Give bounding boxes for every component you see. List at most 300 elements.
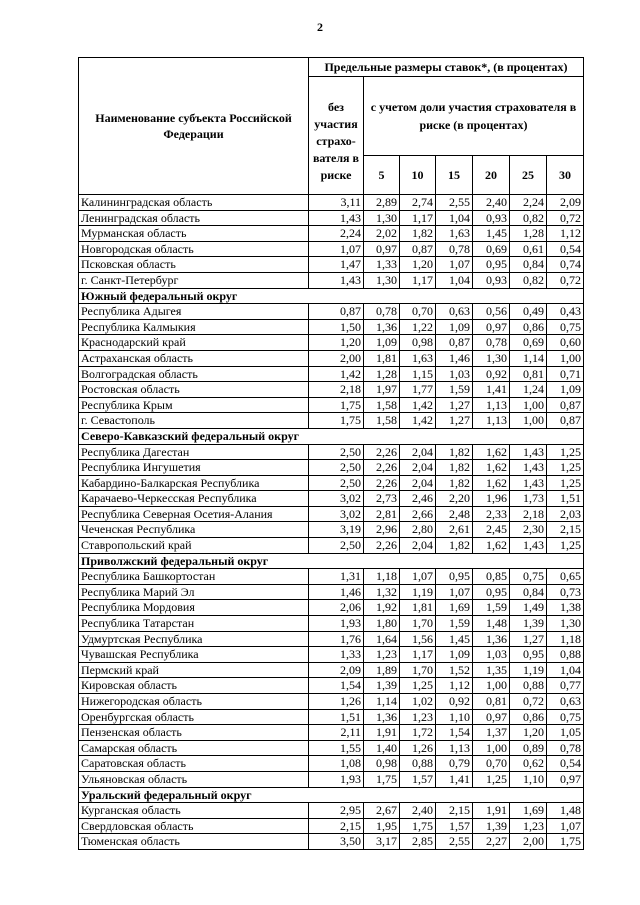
rate-with-participation: 1,20	[400, 257, 436, 273]
rate-with-participation: 1,39	[364, 678, 400, 694]
rate-with-participation: 0,70	[400, 304, 436, 320]
rate-with-participation: 0,63	[547, 694, 584, 710]
rate-with-participation: 1,22	[400, 319, 436, 335]
table-row	[79, 382, 584, 398]
rate-with-participation: 1,09	[436, 647, 473, 663]
rate-with-participation: 1,75	[547, 834, 584, 850]
region-name: Ленинградская область	[79, 210, 309, 226]
table-row	[79, 616, 584, 632]
rate-without-participation: 3,11	[309, 195, 364, 211]
rate-with-participation: 1,49	[510, 600, 547, 616]
rate-without-participation: 1,54	[309, 678, 364, 694]
rate-with-participation: 1,51	[547, 491, 584, 507]
rate-with-participation: 0,72	[547, 210, 584, 226]
rate-with-participation: 1,54	[436, 725, 473, 741]
table-row	[79, 226, 584, 242]
rate-with-participation: 1,36	[364, 319, 400, 335]
rate-with-participation: 2,85	[400, 834, 436, 850]
table-row	[79, 491, 584, 507]
rate-without-participation: 1,33	[309, 647, 364, 663]
rate-with-participation: 1,28	[510, 226, 547, 242]
district-name: Приволжский федеральный округ	[79, 553, 584, 569]
rate-without-participation: 1,42	[309, 366, 364, 382]
district-name: Южный федеральный округ	[79, 288, 584, 304]
rates-table	[78, 57, 584, 850]
rate-with-participation: 1,70	[400, 616, 436, 632]
rate-with-participation: 1,10	[436, 709, 473, 725]
rate-with-participation: 0,82	[510, 272, 547, 288]
percent-col-header: 10	[400, 156, 436, 195]
region-name: Волгоградская область	[79, 366, 309, 382]
percent-col-header: 5	[364, 156, 400, 195]
rate-without-participation: 2,50	[309, 475, 364, 491]
rate-with-participation: 1,80	[364, 616, 400, 632]
rate-with-participation: 0,43	[547, 304, 584, 320]
percent-col-header: 20	[473, 156, 510, 195]
region-name: Самарская область	[79, 740, 309, 756]
rate-with-participation: 1,77	[400, 382, 436, 398]
rate-with-participation: 0,69	[473, 241, 510, 257]
rate-with-participation: 2,55	[436, 195, 473, 211]
rate-without-participation: 1,20	[309, 335, 364, 351]
rate-with-participation: 1,20	[510, 725, 547, 741]
rate-with-participation: 1,25	[400, 678, 436, 694]
rate-with-participation: 2,20	[436, 491, 473, 507]
rate-without-participation: 1,43	[309, 272, 364, 288]
rate-without-participation: 2,06	[309, 600, 364, 616]
rate-with-participation: 0,97	[473, 709, 510, 725]
rate-with-participation: 2,67	[364, 803, 400, 819]
rate-with-participation: 2,18	[510, 506, 547, 522]
rate-with-participation: 1,43	[510, 538, 547, 554]
rate-with-participation: 1,09	[364, 335, 400, 351]
with-participation-header: с учетом доли участия страхователя в риске (в процентах)	[364, 77, 584, 156]
rate-with-participation: 1,13	[436, 740, 473, 756]
table-row	[79, 366, 584, 382]
rate-with-participation: 2,66	[400, 506, 436, 522]
district-row	[79, 553, 584, 569]
rate-with-participation: 2,04	[400, 538, 436, 554]
district-row	[79, 428, 584, 444]
rate-with-participation: 1,18	[364, 569, 400, 585]
rate-with-participation: 0,54	[547, 756, 584, 772]
rate-without-participation: 1,08	[309, 756, 364, 772]
table-row	[79, 803, 584, 819]
rate-with-participation: 1,25	[547, 538, 584, 554]
rate-without-participation: 1,75	[309, 413, 364, 429]
rate-with-participation: 1,59	[473, 600, 510, 616]
rate-without-participation: 3,02	[309, 491, 364, 507]
rate-with-participation: 0,97	[364, 241, 400, 257]
rate-with-participation: 1,36	[473, 631, 510, 647]
rate-with-participation: 0,78	[547, 740, 584, 756]
rate-with-participation: 0,65	[547, 569, 584, 585]
rate-without-participation: 2,50	[309, 444, 364, 460]
rate-with-participation: 1,73	[510, 491, 547, 507]
rate-with-participation: 1,32	[364, 584, 400, 600]
rate-with-participation: 1,14	[510, 350, 547, 366]
rate-with-participation: 1,30	[547, 616, 584, 632]
region-name: Новгородская область	[79, 241, 309, 257]
subject-column-header: Наименование субъекта Российской Федерации	[79, 58, 309, 195]
rate-with-participation: 1,38	[547, 600, 584, 616]
region-name: Республика Дагестан	[79, 444, 309, 460]
rate-with-participation: 1,48	[473, 616, 510, 632]
rate-with-participation: 0,54	[547, 241, 584, 257]
rate-with-participation: 2,09	[547, 195, 584, 211]
rate-with-participation: 1,41	[436, 771, 473, 787]
region-name: Пермский край	[79, 662, 309, 678]
rate-with-participation: 0,84	[510, 584, 547, 600]
region-name: Республика Мордовия	[79, 600, 309, 616]
table-row	[79, 506, 584, 522]
rate-with-participation: 0,95	[436, 569, 473, 585]
region-name: Кабардино-Балкарская Республика	[79, 475, 309, 491]
rate-with-participation: 1,72	[400, 725, 436, 741]
rate-with-participation: 1,13	[473, 413, 510, 429]
rate-without-participation: 1,50	[309, 319, 364, 335]
rate-without-participation: 1,93	[309, 771, 364, 787]
rate-with-participation: 0,92	[436, 694, 473, 710]
table-row	[79, 662, 584, 678]
rate-without-participation: 1,26	[309, 694, 364, 710]
rate-with-participation: 0,95	[473, 584, 510, 600]
rate-with-participation: 1,97	[364, 382, 400, 398]
rate-with-participation: 1,40	[364, 740, 400, 756]
rate-with-participation: 1,82	[436, 460, 473, 476]
rate-with-participation: 1,12	[547, 226, 584, 242]
rate-with-participation: 0,81	[510, 366, 547, 382]
rate-with-participation: 1,25	[547, 475, 584, 491]
rate-with-participation: 1,92	[364, 600, 400, 616]
region-name: Тюменская область	[79, 834, 309, 850]
table-row	[79, 319, 584, 335]
rate-with-participation: 1,23	[364, 647, 400, 663]
rate-with-participation: 0,72	[510, 694, 547, 710]
table-row	[79, 600, 584, 616]
rate-with-participation: 1,07	[547, 818, 584, 834]
rate-with-participation: 0,95	[473, 257, 510, 273]
rate-without-participation: 1,47	[309, 257, 364, 273]
rate-with-participation: 1,23	[510, 818, 547, 834]
rate-with-participation: 2,96	[364, 522, 400, 538]
region-name: Чувашская Республика	[79, 647, 309, 663]
rate-with-participation: 1,62	[473, 460, 510, 476]
rate-with-participation: 0,73	[547, 584, 584, 600]
rate-with-participation: 1,39	[473, 818, 510, 834]
rate-with-participation: 1,82	[400, 226, 436, 242]
rate-with-participation: 1,81	[364, 350, 400, 366]
rate-with-participation: 1,41	[473, 382, 510, 398]
rate-with-participation: 2,15	[436, 803, 473, 819]
rate-with-participation: 2,04	[400, 444, 436, 460]
rate-with-participation: 0,87	[436, 335, 473, 351]
rate-without-participation: 3,19	[309, 522, 364, 538]
rate-with-participation: 0,78	[364, 304, 400, 320]
rate-with-participation: 2,02	[364, 226, 400, 242]
rate-with-participation: 2,48	[436, 506, 473, 522]
region-name: Свердловская область	[79, 818, 309, 834]
rate-without-participation: 1,93	[309, 616, 364, 632]
rate-with-participation: 1,57	[436, 818, 473, 834]
region-name: Республика Татарстан	[79, 616, 309, 632]
rate-with-participation: 1,58	[364, 397, 400, 413]
rate-with-participation: 1,25	[547, 460, 584, 476]
region-name: Республика Калмыкия	[79, 319, 309, 335]
table-row	[79, 475, 584, 491]
rate-with-participation: 2,81	[364, 506, 400, 522]
rate-without-participation: 1,55	[309, 740, 364, 756]
rate-with-participation: 1,96	[473, 491, 510, 507]
rate-with-participation: 1,25	[547, 444, 584, 460]
rate-with-participation: 1,64	[364, 631, 400, 647]
rate-without-participation: 1,31	[309, 569, 364, 585]
rate-with-participation: 1,35	[473, 662, 510, 678]
rate-with-participation: 2,45	[473, 522, 510, 538]
rate-with-participation: 1,43	[510, 475, 547, 491]
rate-without-participation: 2,09	[309, 662, 364, 678]
region-name: Удмуртская Республика	[79, 631, 309, 647]
rate-with-participation: 1,04	[436, 210, 473, 226]
region-name: Карачаево-Черкесская Республика	[79, 491, 309, 507]
region-name: Калининградская область	[79, 195, 309, 211]
district-row	[79, 787, 584, 803]
rate-with-participation: 1,91	[473, 803, 510, 819]
rate-with-participation: 1,17	[400, 647, 436, 663]
rate-with-participation: 1,00	[510, 413, 547, 429]
rate-with-participation: 1,58	[364, 413, 400, 429]
rate-with-participation: 1,42	[400, 397, 436, 413]
rate-with-participation: 1,00	[473, 678, 510, 694]
rate-with-participation: 1,13	[473, 397, 510, 413]
rate-with-participation: 1,28	[364, 366, 400, 382]
rate-with-participation: 0,89	[510, 740, 547, 756]
rate-with-participation: 1,63	[400, 350, 436, 366]
rate-with-participation: 2,73	[364, 491, 400, 507]
table-row	[79, 257, 584, 273]
rate-with-participation: 2,15	[547, 522, 584, 538]
rate-with-participation: 2,30	[510, 522, 547, 538]
rate-with-participation: 1,27	[510, 631, 547, 647]
rate-without-participation: 2,15	[309, 818, 364, 834]
region-name: Республика Северная Осетия-Алания	[79, 506, 309, 522]
table-row	[79, 725, 584, 741]
rate-with-participation: 0,86	[510, 709, 547, 725]
rate-with-participation: 1,95	[364, 818, 400, 834]
rate-without-participation: 2,50	[309, 460, 364, 476]
rate-with-participation: 1,25	[473, 771, 510, 787]
rate-with-participation: 2,04	[400, 475, 436, 491]
rate-with-participation: 0,81	[473, 694, 510, 710]
table-row	[79, 771, 584, 787]
rate-with-participation: 0,98	[364, 756, 400, 772]
rate-with-participation: 0,88	[400, 756, 436, 772]
rate-with-participation: 0,71	[547, 366, 584, 382]
region-name: Республика Адыгея	[79, 304, 309, 320]
rate-with-participation: 1,15	[400, 366, 436, 382]
rate-with-participation: 1,27	[436, 413, 473, 429]
rate-with-participation: 2,33	[473, 506, 510, 522]
rate-with-participation: 1,18	[547, 631, 584, 647]
rate-with-participation: 2,40	[473, 195, 510, 211]
rate-without-participation: 0,87	[309, 304, 364, 320]
rate-without-participation: 1,51	[309, 709, 364, 725]
rate-with-participation: 1,82	[436, 538, 473, 554]
rate-with-participation: 1,36	[364, 709, 400, 725]
rate-with-participation: 0,87	[400, 241, 436, 257]
table-row	[79, 397, 584, 413]
rate-with-participation: 0,78	[436, 241, 473, 257]
without-participation-header: без участия страхо-вателя в риске	[309, 77, 364, 195]
rate-with-participation: 0,77	[547, 678, 584, 694]
rate-with-participation: 0,61	[510, 241, 547, 257]
rate-without-participation: 1,75	[309, 397, 364, 413]
rate-with-participation: 1,82	[436, 444, 473, 460]
rate-with-participation: 0,87	[547, 397, 584, 413]
table-row	[79, 694, 584, 710]
rate-without-participation: 2,50	[309, 538, 364, 554]
table-body	[79, 195, 584, 850]
rate-with-participation: 3,17	[364, 834, 400, 850]
rate-with-participation: 1,70	[400, 662, 436, 678]
rate-with-participation: 0,93	[473, 272, 510, 288]
region-name: Пензенская область	[79, 725, 309, 741]
rate-with-participation: 0,88	[510, 678, 547, 694]
rate-with-participation: 1,43	[510, 460, 547, 476]
table-row	[79, 647, 584, 663]
rate-without-participation: 1,76	[309, 631, 364, 647]
table-row	[79, 335, 584, 351]
region-name: Оренбургская область	[79, 709, 309, 725]
rate-with-participation: 1,75	[364, 771, 400, 787]
rate-with-participation: 2,74	[400, 195, 436, 211]
rate-with-participation: 0,75	[510, 569, 547, 585]
rate-with-participation: 1,37	[473, 725, 510, 741]
rate-with-participation: 1,26	[400, 740, 436, 756]
rate-with-participation: 1,45	[473, 226, 510, 242]
rate-with-participation: 0,70	[473, 756, 510, 772]
table-row	[79, 304, 584, 320]
table-row	[79, 584, 584, 600]
rate-with-participation: 1,04	[547, 662, 584, 678]
rate-without-participation: 1,46	[309, 584, 364, 600]
table-row	[79, 522, 584, 538]
rate-with-participation: 0,74	[547, 257, 584, 273]
district-name: Северо-Кавказский федеральный округ	[79, 428, 584, 444]
rate-with-participation: 1,07	[436, 584, 473, 600]
rate-with-participation: 1,33	[364, 257, 400, 273]
table-row	[79, 350, 584, 366]
rate-with-participation: 0,75	[547, 319, 584, 335]
table-row	[79, 569, 584, 585]
percent-col-header: 25	[510, 156, 547, 195]
rate-with-participation: 1,24	[510, 382, 547, 398]
table-row	[79, 444, 584, 460]
rate-with-participation: 2,55	[436, 834, 473, 850]
rate-with-participation: 0,87	[547, 413, 584, 429]
rate-without-participation: 3,02	[309, 506, 364, 522]
rate-with-participation: 0,78	[473, 335, 510, 351]
rate-with-participation: 1,45	[436, 631, 473, 647]
page-number: 2	[317, 20, 323, 34]
district-row	[79, 288, 584, 304]
rate-with-participation: 2,04	[400, 460, 436, 476]
rate-with-participation: 1,00	[510, 397, 547, 413]
table-row	[79, 740, 584, 756]
region-name: Курганская область	[79, 803, 309, 819]
rate-with-participation: 0,93	[473, 210, 510, 226]
rate-with-participation: 1,62	[473, 444, 510, 460]
table-row	[79, 834, 584, 850]
rate-with-participation: 1,17	[400, 210, 436, 226]
table-row	[79, 818, 584, 834]
table-row	[79, 195, 584, 211]
rate-with-participation: 2,00	[510, 834, 547, 850]
rate-with-participation: 0,60	[547, 335, 584, 351]
table-row	[79, 272, 584, 288]
rate-with-participation: 2,24	[510, 195, 547, 211]
rate-with-participation: 2,40	[400, 803, 436, 819]
rate-with-participation: 1,46	[436, 350, 473, 366]
rate-without-participation: 2,18	[309, 382, 364, 398]
rate-with-participation: 1,59	[436, 382, 473, 398]
rate-with-participation: 1,27	[436, 397, 473, 413]
rate-with-participation: 2,80	[400, 522, 436, 538]
rate-with-participation: 2,03	[547, 506, 584, 522]
rate-with-participation: 1,23	[400, 709, 436, 725]
region-name: Ставропольский край	[79, 538, 309, 554]
rate-with-participation: 1,30	[364, 272, 400, 288]
rate-without-participation: 2,95	[309, 803, 364, 819]
table-row	[79, 631, 584, 647]
rate-limits-header: Предельные размеры ставок*, (в процентах)	[309, 58, 584, 77]
rate-without-participation: 2,24	[309, 226, 364, 242]
rate-without-participation: 2,11	[309, 725, 364, 741]
region-name: г. Санкт-Петербург	[79, 272, 309, 288]
table-row	[79, 678, 584, 694]
region-name: Республика Марий Эл	[79, 584, 309, 600]
rate-with-participation: 1,69	[436, 600, 473, 616]
rate-with-participation: 1,82	[436, 475, 473, 491]
rate-with-participation: 0,95	[510, 647, 547, 663]
rate-with-participation: 1,09	[547, 382, 584, 398]
region-name: Псковская область	[79, 257, 309, 273]
rate-with-participation: 0,92	[473, 366, 510, 382]
rate-with-participation: 2,26	[364, 538, 400, 554]
table-row	[79, 413, 584, 429]
table-row	[79, 538, 584, 554]
rate-with-participation: 1,04	[436, 272, 473, 288]
rate-with-participation: 0,85	[473, 569, 510, 585]
region-name: Кировская область	[79, 678, 309, 694]
rate-with-participation: 0,49	[510, 304, 547, 320]
rate-with-participation: 1,07	[436, 257, 473, 273]
rate-without-participation: 1,43	[309, 210, 364, 226]
rate-with-participation: 1,02	[400, 694, 436, 710]
rate-with-participation: 1,07	[400, 569, 436, 585]
rate-with-participation: 1,59	[436, 616, 473, 632]
rate-with-participation: 1,62	[473, 475, 510, 491]
rate-with-participation: 1,12	[436, 678, 473, 694]
region-name: Мурманская область	[79, 226, 309, 242]
rate-without-participation: 3,50	[309, 834, 364, 850]
rate-with-participation: 1,30	[364, 210, 400, 226]
region-name: Республика Ингушетия	[79, 460, 309, 476]
district-name: Уральский федеральный округ	[79, 787, 584, 803]
rate-with-participation: 0,72	[547, 272, 584, 288]
region-name: Нижегородская область	[79, 694, 309, 710]
rate-with-participation: 2,46	[400, 491, 436, 507]
